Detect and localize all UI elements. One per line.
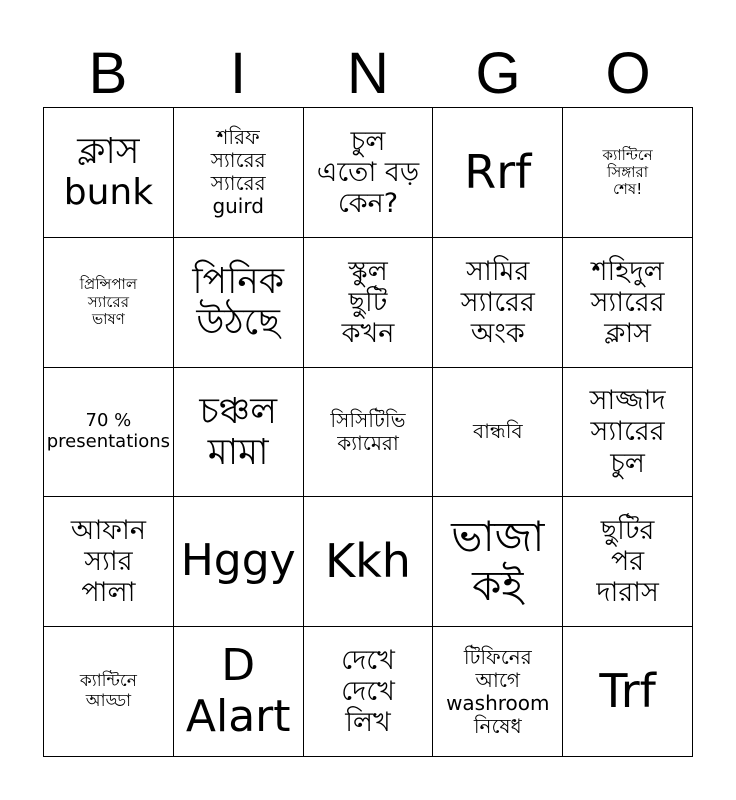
cell-label: দেখে দেখে লিখ bbox=[341, 645, 395, 739]
bingo-cell[interactable] bbox=[304, 627, 434, 757]
bingo-cell[interactable] bbox=[44, 108, 174, 238]
bingo-cell[interactable] bbox=[563, 108, 693, 238]
cell-label: শরিফ স্যারের স্যারের guird bbox=[210, 125, 266, 219]
bingo-cell[interactable] bbox=[433, 108, 563, 238]
bingo-header bbox=[43, 42, 693, 106]
bingo-cell[interactable] bbox=[563, 497, 693, 627]
cell-label: Kkh bbox=[325, 534, 411, 589]
cell-label: আফান স্যার পালা bbox=[70, 515, 146, 609]
cell-label: সামির স্যারের অংক bbox=[460, 255, 535, 349]
header-letter-o: O bbox=[605, 41, 651, 106]
cell-label: Rrf bbox=[464, 144, 532, 199]
header-letter-i: I bbox=[229, 41, 247, 106]
cell-label: Hggy bbox=[180, 535, 296, 587]
bingo-cell[interactable] bbox=[44, 627, 174, 757]
cell-label: বান্ধবি bbox=[472, 419, 523, 444]
bingo-cell[interactable] bbox=[174, 497, 304, 627]
bingo-cell[interactable] bbox=[304, 108, 434, 238]
bingo-cell[interactable] bbox=[304, 238, 434, 368]
cell-label: ভাজা কই bbox=[451, 512, 545, 610]
bingo-cell[interactable] bbox=[563, 368, 693, 498]
bingo-cell[interactable] bbox=[433, 238, 563, 368]
cell-label: সাজ্জাদ স্যারের চুল bbox=[589, 385, 666, 479]
bingo-cell[interactable] bbox=[174, 368, 304, 498]
bingo-cell[interactable] bbox=[563, 238, 693, 368]
cell-label: ক্যান্টিনে আড্ডা bbox=[79, 671, 137, 711]
cell-label: পিনিক উঠছে bbox=[192, 260, 285, 344]
cell-label: D Alart bbox=[185, 640, 291, 742]
bingo-cell[interactable] bbox=[433, 368, 563, 498]
cell-label: সিসিটিভি ক্যামেরা bbox=[330, 407, 406, 455]
cell-label: প্রিন্সিপাল স্যারের ভাষণ bbox=[79, 275, 138, 328]
bingo-cell[interactable] bbox=[44, 497, 174, 627]
bingo-cell[interactable] bbox=[174, 108, 304, 238]
header-letter-n: N bbox=[347, 41, 389, 106]
bingo-cell[interactable] bbox=[174, 627, 304, 757]
bingo-cell[interactable] bbox=[174, 238, 304, 368]
cell-label: শহিদুল স্যারের ক্লাস bbox=[590, 255, 665, 349]
bingo-cell[interactable] bbox=[304, 368, 434, 498]
bingo-cell[interactable] bbox=[433, 497, 563, 627]
bingo-cell[interactable] bbox=[433, 627, 563, 757]
header-letter-b: B bbox=[88, 41, 128, 106]
cell-label: ক্যান্টিনে সিঙ্গারা শেষ! bbox=[602, 145, 653, 199]
cell-label: স্কুল ছুটি কখন bbox=[341, 255, 395, 349]
cell-label: ছুটির পর দারাস bbox=[596, 515, 659, 609]
header-letter-g: G bbox=[475, 41, 521, 106]
bingo-board bbox=[43, 107, 693, 757]
bingo-cell[interactable] bbox=[563, 627, 693, 757]
cell-label: টিফিনের আগে washroom নিষেধ bbox=[446, 644, 550, 738]
bingo-cell[interactable] bbox=[44, 368, 174, 498]
cell-label: চঞ্চল মামা bbox=[199, 390, 278, 473]
cell-label: 70 % presentations bbox=[46, 410, 171, 452]
bingo-cell[interactable] bbox=[304, 497, 434, 627]
cell-label: Trf bbox=[599, 664, 656, 719]
bingo-cell[interactable] bbox=[44, 238, 174, 368]
cell-label: ক্লাস bunk bbox=[63, 131, 154, 214]
cell-label: চুল এতো বড় কেন? bbox=[316, 125, 420, 219]
